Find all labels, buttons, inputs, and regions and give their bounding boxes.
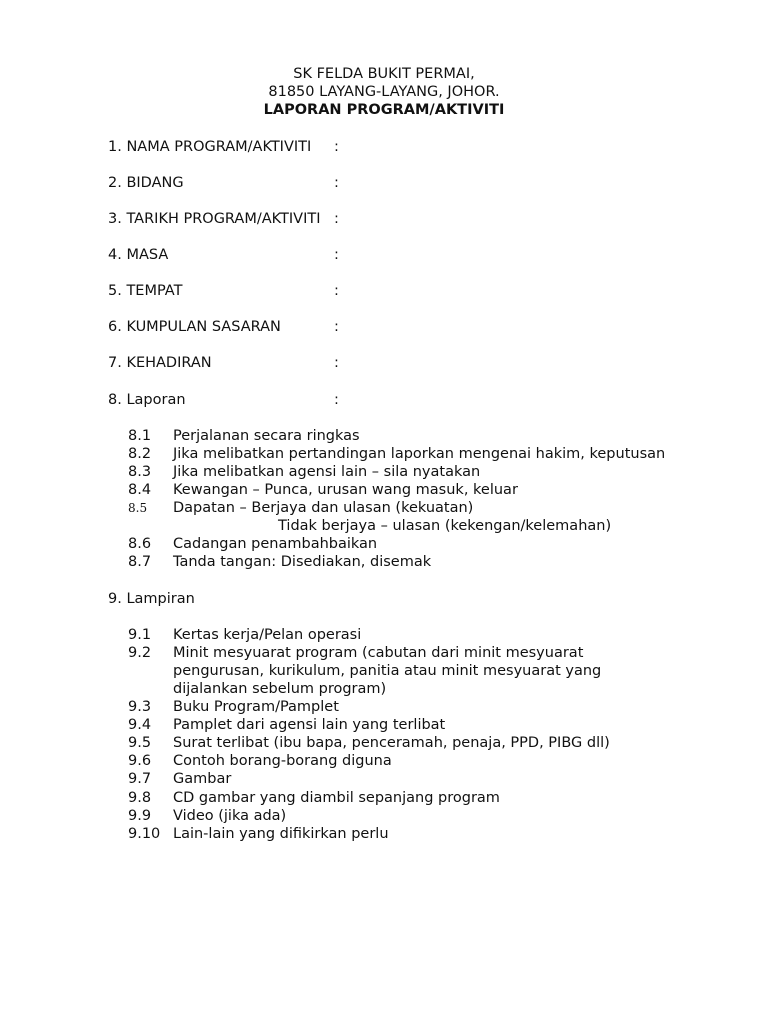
document-title: LAPORAN PROGRAM/AKTIVITI [263, 102, 505, 118]
item-line: Kertas kerja/Pelan operasi [173, 627, 362, 643]
item-number: 9.7 [128, 771, 152, 787]
item-text: Kewangan – Punca, urusan wang masuk, keluar [173, 482, 518, 498]
document-header [0, 65, 768, 119]
item-number: 9.10 [128, 826, 161, 842]
field-colon: : [334, 319, 339, 335]
item-text: Perjalanan secara ringkas [173, 428, 360, 444]
field-label: 8. Laporan [108, 392, 186, 408]
field-colon: : [334, 139, 339, 155]
field-label: 5. TEMPAT [108, 283, 183, 299]
item-number: 9.9 [128, 808, 152, 824]
field-label: 3. TARIKH PROGRAM/AKTIVITI [108, 211, 321, 227]
field-label: 7. KEHADIRAN [108, 355, 212, 371]
item-line: dijalankan sebelum program) [173, 681, 387, 697]
item-line: Video (jika ada) [173, 808, 287, 824]
field-colon: : [334, 211, 339, 227]
item-number: 8.4 [128, 482, 152, 498]
item-continuation: Tidak berjaya – ulasan (kekengan/kelemahan) [278, 518, 612, 534]
field-label: 1. NAMA PROGRAM/AKTIVITI [108, 139, 312, 155]
item-number: 9.5 [128, 735, 152, 751]
item-text [173, 807, 286, 825]
field-label: 6. KUMPULAN SASARAN [108, 319, 281, 335]
item-number: 9.8 [128, 790, 152, 806]
section-heading: 9. Lampiran [108, 591, 195, 607]
item-text [173, 626, 361, 644]
item-line: Surat terlibat (ibu bapa, penceramah, penaja, PPD, PIBG dll) [173, 735, 610, 751]
item-text [173, 734, 610, 752]
item-number: 9.6 [128, 753, 152, 769]
field-colon: : [334, 392, 339, 408]
item-number: 9.3 [128, 699, 152, 715]
item-line: pengurusan, kurikulum, panitia atau minit mesyuarat yang [173, 663, 602, 679]
field-colon: : [334, 175, 339, 191]
item-line: Gambar [173, 771, 232, 787]
item-line: Contoh borang-borang diguna [173, 753, 392, 769]
item-line: Pamplet dari agensi lain yang terlibat [173, 717, 446, 733]
item-text: Cadangan penambahbaikan [173, 536, 378, 552]
item-number: 8.1 [128, 428, 152, 444]
item-number: 9.2 [128, 645, 152, 661]
school-address: 81850 LAYANG-LAYANG, JOHOR. [268, 84, 500, 100]
item-line: Buku Program/Pamplet [173, 699, 339, 715]
item-text: Dapatan – Berjaya dan ulasan (kekuatan) [173, 500, 474, 516]
item-number: 9.4 [128, 717, 152, 733]
item-text: Tanda tangan: Disediakan, disemak [173, 554, 432, 570]
item-number: 8.5 [128, 501, 148, 515]
item-text [173, 698, 339, 716]
item-number: 9.1 [128, 627, 152, 643]
item-text [173, 825, 389, 843]
item-line: Minit mesyuarat program (cabutan dari minit mesyuarat [173, 645, 584, 661]
item-number: 8.7 [128, 554, 152, 570]
field-colon: : [334, 283, 339, 299]
item-text: Jika melibatkan agensi lain – sila nyatakan [173, 464, 481, 480]
field-label: 4. MASA [108, 247, 169, 263]
item-number: 8.3 [128, 464, 152, 480]
item-line: Lain-lain yang difikirkan perlu [173, 826, 389, 842]
school-name: SK FELDA BUKIT PERMAI, [293, 66, 475, 82]
item-text [173, 716, 445, 734]
item-number: 8.6 [128, 536, 152, 552]
item-text: Jika melibatkan pertandingan laporkan mengenai hakim, keputusan [173, 446, 666, 462]
field-colon: : [334, 247, 339, 263]
item-text [173, 752, 392, 770]
item-number: 8.2 [128, 446, 152, 462]
item-text [173, 789, 500, 807]
item-line: CD gambar yang diambil sepanjang program [173, 790, 500, 806]
item-text [173, 644, 601, 698]
field-label: 2. BIDANG [108, 175, 184, 191]
item-text [173, 770, 231, 788]
field-colon: : [334, 355, 339, 371]
